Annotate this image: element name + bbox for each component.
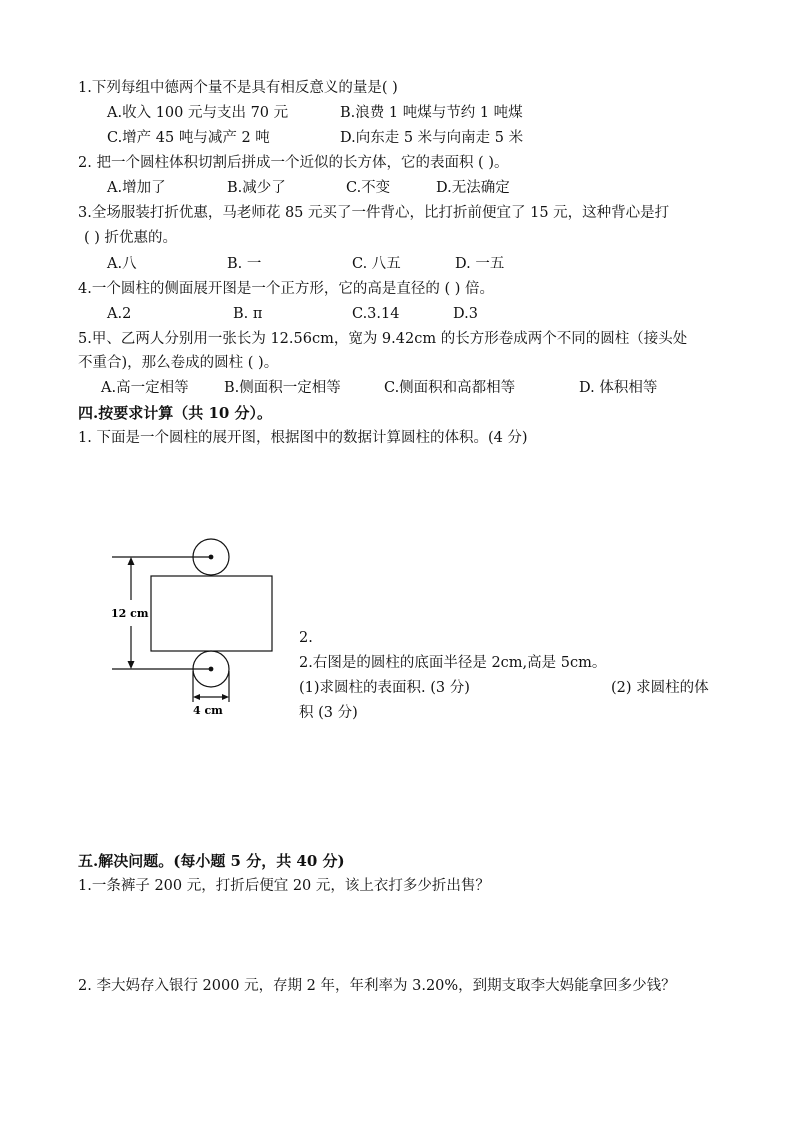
q4-option-b: B. π [233,306,263,322]
q2-option-c: C.不变 [346,180,391,196]
q5-option-a: A.高一定相等 [101,380,189,396]
q1-option-c: C.增产 45 吨与减产 2 吨 [107,130,270,146]
width-label: 4 cm [193,704,223,717]
q5-stem-line1: 5.甲、乙两人分别用一张长为 12.56cm，宽为 9.42cm 的长方形卷成两个不同的圆柱（接头处 [78,331,688,347]
lateral-rectangle [151,576,272,651]
q1-option-a: A.收入 100 元与支出 70 元 [107,105,289,121]
arrow-up [128,557,135,565]
section4-q1: 1. 下面是一个圆柱的展开图，根据图中的数据计算圆柱的体积。(4 分) [78,430,528,446]
q5-option-c: C.侧面积和高都相等 [384,380,516,396]
q2-option-d: D.无法确定 [436,180,510,196]
q3-option-c: C. 八五 [352,256,401,272]
q2-option-b: B.减少了 [227,180,286,196]
arrow-left [193,694,200,700]
q4-stem: 4.一个圆柱的侧面展开图是一个正方形，它的高是直径的 ( ) 倍。 [78,281,494,297]
q4-option-a: A.2 [107,306,132,322]
height-label: 12 cm [111,607,149,620]
section4-q2-part2-line1: (2) 求圆柱的体 [611,680,709,696]
section4-q2-part2-line2: 积 (3 分) [299,705,358,721]
section4-q2-part1: (1)求圆柱的表面积. (3 分) [299,680,470,696]
section4-q2-number: 2. [299,630,313,646]
q2-option-a: A.增加了 [107,180,166,196]
q1-stem: 1.下列每组中德两个量不是具有相反意义的量是( ) [78,80,398,96]
q2-stem: 2. 把一个圆柱体积切割后拼成一个近似的长方体，它的表面积 ( )。 [78,155,509,171]
q5-option-d: D. 体积相等 [579,380,658,396]
q4-option-c: C.3.14 [352,306,400,322]
arrow-right [222,694,229,700]
q4-option-d: D.3 [453,306,478,322]
q5-stem-line2: 不重合)，那么卷成的圆柱 ( )。 [78,355,279,371]
q3-option-a: A.八 [107,256,137,272]
q3-option-b: B. 一 [227,256,262,272]
section5-title: 五.解决问题。(每小题 5 分，共 40 分) [78,852,345,870]
arrow-down [128,661,135,669]
section5-q1: 1.一条裤子 200 元，打折后便宜 20 元，该上衣打多少折出售？ [78,878,490,894]
section4-q2-text: 2.右图是的圆柱的底面半径是 2cm,高是 5cm。 [299,655,607,671]
section5-q2: 2. 李大妈存入银行 2000 元，存期 2 年，年利率为 3.20%，到期支取李大妈能拿回多少钱？ [78,978,676,994]
q1-option-d: D.向东走 5 米与向南走 5 米 [340,130,524,146]
q3-stem-line2: ( ) 折优惠的。 [84,230,178,246]
q1-option-b: B.浪费 1 吨煤与节约 1 吨煤 [340,105,523,121]
section4-title: 四.按要求计算（共 10 分）。 [78,404,273,422]
q5-option-b: B.侧面积一定相等 [224,380,341,396]
q3-option-d: D. 一五 [455,256,505,272]
q3-stem-line1: 3.全场服装打折优惠，马老师花 85 元买了一件背心，比打折前便宜了 15 元，这种背心是打 [78,205,670,221]
